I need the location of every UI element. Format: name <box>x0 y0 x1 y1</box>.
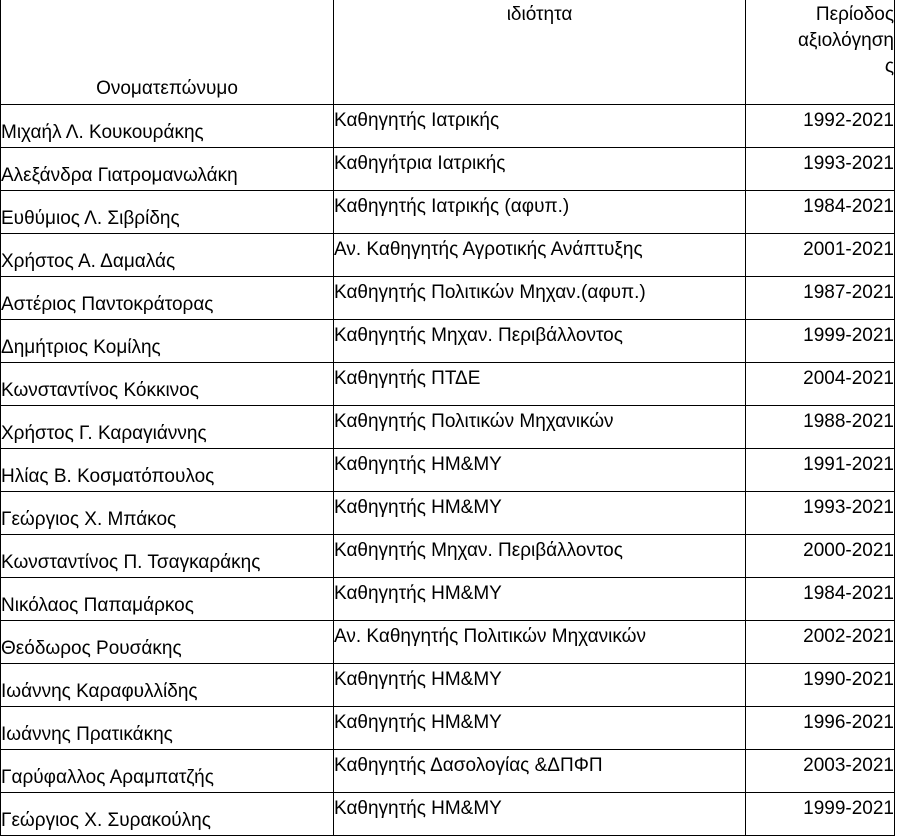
role-cell: Αν. Καθηγητής Αγροτικής Ανάπτυξης <box>334 234 746 277</box>
period-cell: 2000-2021 <box>746 535 895 578</box>
table-row <box>1 320 895 363</box>
role-cell: Καθηγητής Ιατρικής (αφυπ.) <box>334 191 746 234</box>
name-cell: Θεόδωρος Ρουσάκης <box>1 621 334 664</box>
period-cell: 2003-2021 <box>746 750 895 793</box>
table-row <box>1 148 895 191</box>
period-cell: 1987-2021 <box>746 277 895 320</box>
role-cell: Καθηγητής ΗΜ&ΜΥ <box>334 793 746 836</box>
period-cell: 1992-2021 <box>746 105 895 148</box>
table-row <box>1 707 895 750</box>
period-cell: 1984-2021 <box>746 578 895 621</box>
column-header-name: Ονοματεπώνυμο <box>1 0 334 105</box>
role-cell: Καθηγητής Ιατρικής <box>334 105 746 148</box>
name-cell: Ηλίας Β. Κοσματόπουλος <box>1 449 334 492</box>
name-cell: Ευθύμιος Λ. Σιβρίδης <box>1 191 334 234</box>
table-row <box>1 105 895 148</box>
period-cell: 1999-2021 <box>746 320 895 363</box>
role-cell: Καθηγητής Μηχαν. Περιβάλλοντος <box>334 535 746 578</box>
period-cell: 2001-2021 <box>746 234 895 277</box>
period-cell: 1999-2021 <box>746 793 895 836</box>
name-cell: Μιχαήλ Λ. Κουκουράκης <box>1 105 334 148</box>
period-cell: 1993-2021 <box>746 492 895 535</box>
role-cell: Αν. Καθηγητής Πολιτικών Μηχανικών <box>334 621 746 664</box>
role-cell: Καθηγήτρια Ιατρικής <box>334 148 746 191</box>
period-cell: 1991-2021 <box>746 449 895 492</box>
table-row <box>1 406 895 449</box>
role-cell: Καθηγητής Πολιτικών Μηχανικών <box>334 406 746 449</box>
name-cell: Αλεξάνδρα Γιατρομανωλάκη <box>1 148 334 191</box>
period-cell: 1996-2021 <box>746 707 895 750</box>
role-cell: Καθηγητής ΗΜ&ΜΥ <box>334 707 746 750</box>
column-header-period-line: αξιολόγηση <box>797 30 894 51</box>
role-cell: Καθηγητής ΗΜ&ΜΥ <box>334 492 746 535</box>
column-header-period-line: Περίοδος <box>815 4 894 25</box>
name-cell: Δημήτριος Κομίλης <box>1 320 334 363</box>
role-cell: Καθηγητής ΠΤΔΕ <box>334 363 746 406</box>
role-cell: Καθηγητής ΗΜ&ΜΥ <box>334 449 746 492</box>
period-cell: 1988-2021 <box>746 406 895 449</box>
role-cell: Καθηγητής ΗΜ&ΜΥ <box>334 664 746 707</box>
table-header-row <box>1 0 895 105</box>
name-cell: Ιωάννης Πρατικάκης <box>1 707 334 750</box>
table-row <box>1 191 895 234</box>
period-cell: 2002-2021 <box>746 621 895 664</box>
table-row <box>1 750 895 793</box>
role-cell: Καθηγητής Μηχαν. Περιβάλλοντος <box>334 320 746 363</box>
table-row <box>1 621 895 664</box>
column-header-role: ιδιότητα <box>334 0 746 105</box>
column-header-period <box>746 0 895 105</box>
table-row <box>1 793 895 836</box>
period-cell: 1993-2021 <box>746 148 895 191</box>
name-cell: Κωνσταντίνος Κόκκινος <box>1 363 334 406</box>
period-cell: 2004-2021 <box>746 363 895 406</box>
table-row <box>1 363 895 406</box>
role-cell: Καθηγητής Πολιτικών Μηχαν.(αφυπ.) <box>334 277 746 320</box>
name-cell: Ιωάννης Καραφυλλίδης <box>1 664 334 707</box>
name-cell: Χρήστος Α. Δαμαλάς <box>1 234 334 277</box>
role-cell: Καθηγητής Δασολογίας &ΔΠΦΠ <box>334 750 746 793</box>
table-body <box>1 0 895 836</box>
name-cell: Γεώργιος Χ. Συρακούλης <box>1 793 334 836</box>
name-cell: Νικόλαος Παπαμάρκος <box>1 578 334 621</box>
period-cell: 1990-2021 <box>746 664 895 707</box>
table-row <box>1 492 895 535</box>
table-row <box>1 277 895 320</box>
table-row <box>1 234 895 277</box>
table-row <box>1 578 895 621</box>
name-cell: Χρήστος Γ. Καραγιάννης <box>1 406 334 449</box>
name-cell: Αστέριος Παντοκράτορας <box>1 277 334 320</box>
name-cell: Γεώργιος Χ. Μπάκος <box>1 492 334 535</box>
name-cell: Κωνσταντίνος Π. Τσαγκαράκης <box>1 535 334 578</box>
name-cell: Γαρύφαλλος Αραμπατζής <box>1 750 334 793</box>
role-cell: Καθηγητής ΗΜ&ΜΥ <box>334 578 746 621</box>
table-row <box>1 449 895 492</box>
column-header-period-line: ς <box>884 56 894 77</box>
table-row <box>1 535 895 578</box>
period-cell: 1984-2021 <box>746 191 895 234</box>
table-row <box>1 664 895 707</box>
